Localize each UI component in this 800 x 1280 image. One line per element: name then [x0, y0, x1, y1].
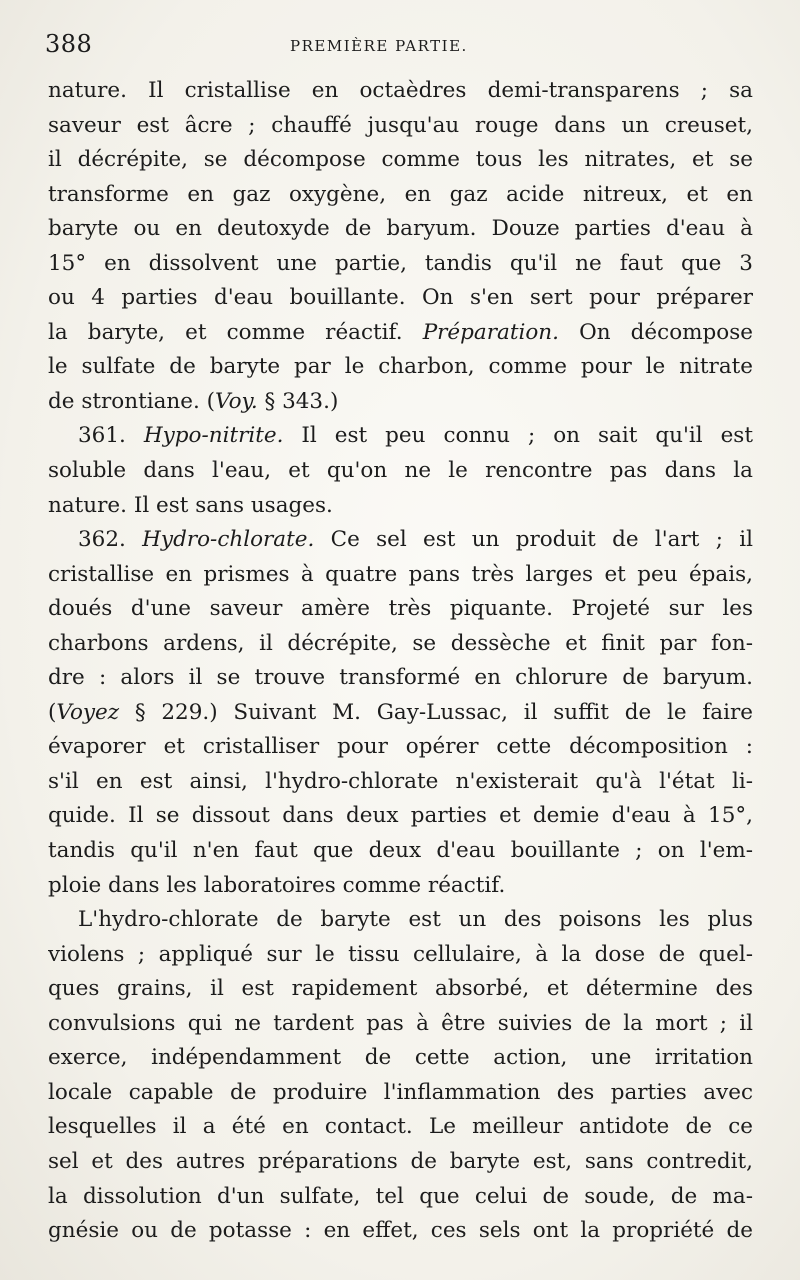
text-line	[48, 903, 753, 938]
line-text: (	[48, 699, 57, 725]
line-text: L'hydro-chlorate de baryte est un des poisons les plus	[78, 907, 753, 933]
text-line	[48, 178, 753, 213]
line-text: nature. Il est sans usages.	[48, 492, 333, 518]
line-text-continued: § 229.) Suivant M. Gay-Lussac, il suffit de le faire	[119, 699, 753, 725]
text-line	[48, 316, 753, 351]
line-text: exerce, indépendamment de cette action, une irritation	[48, 1045, 753, 1071]
line-text: 361.	[78, 423, 144, 449]
line-text: locale capable de produire l'inflammation des parties avec	[48, 1079, 753, 1105]
line-text: il décrépite, se décompose comme tous les nitrates, et se	[48, 147, 753, 173]
line-text: transforme en gaz oxygène, en gaz acide nitreux, et en	[48, 181, 753, 207]
line-text: sel et des autres préparations de baryte est, sans contredit,	[48, 1148, 753, 1174]
text-line	[48, 730, 753, 765]
line-text: nature. Il cristallise en octaèdres demi-transparens ; sa	[48, 78, 753, 103]
line-text: la dissolution d'un sulfate, tel que celui de soude, de ma-	[48, 1183, 753, 1209]
text-line	[48, 696, 753, 731]
text-line	[48, 281, 753, 316]
line-text-continued: Il est peu connu ; on sait qu'il est	[283, 423, 753, 449]
text-line	[48, 489, 753, 524]
text-line	[48, 385, 753, 420]
line-text: de strontiane. (	[48, 388, 216, 414]
italic-term: Voyez	[56, 699, 120, 725]
line-text-continued: On décompose	[558, 319, 753, 345]
line-text: ploie dans les laboratoires comme réactif.	[48, 872, 506, 898]
line-text: cristallise en prismes à quatre pans très larges et peu épais,	[48, 561, 753, 587]
line-text: la baryte, et comme réactif.	[48, 319, 423, 345]
text-line	[48, 661, 753, 696]
body-text	[48, 74, 753, 1249]
italic-term: Hypo-nitrite.	[143, 423, 284, 449]
line-text: évaporer et cristalliser pour opérer cette décomposition :	[48, 734, 753, 760]
line-text: violens ; appliqué sur le tissu cellulaire, à la dose de quel-	[48, 941, 753, 967]
text-line	[48, 1041, 753, 1076]
text-line	[48, 869, 753, 904]
line-text: soluble dans l'eau, et qu'on ne le rencontre pas dans la	[48, 458, 753, 484]
text-line	[48, 350, 753, 385]
line-text: quide. Il se dissout dans deux parties et demie d'eau à 15°,	[48, 803, 753, 829]
line-text: s'il en est ainsi, l'hydro-chlorate n'existerait qu'à l'état li-	[48, 768, 753, 794]
text-line	[48, 938, 753, 973]
line-text: convulsions qui ne tardent pas à être suivies de la mort ; il	[48, 1010, 753, 1036]
line-text: dre : alors il se trouve transformé en chlorure de baryum.	[48, 665, 753, 691]
line-text: baryte ou en deutoxyde de baryum. Douze parties d'eau à	[48, 216, 753, 242]
page-number: 388	[45, 30, 93, 58]
text-line	[48, 74, 753, 109]
running-title: PREMIÈRE PARTIE.	[290, 37, 468, 55]
italic-term: Voy.	[215, 388, 258, 414]
italic-term: Préparation.	[422, 319, 559, 345]
text-line	[48, 558, 753, 593]
text-line	[48, 1076, 753, 1111]
text-line	[48, 419, 753, 454]
text-line	[48, 1007, 753, 1042]
text-line	[48, 247, 753, 282]
text-line	[48, 1180, 753, 1215]
text-line	[48, 1214, 753, 1249]
running-head	[45, 30, 750, 66]
line-text: charbons ardens, il décrépite, se dessèche et finit par fon-	[48, 630, 753, 656]
text-line	[48, 1110, 753, 1145]
line-text: tandis qu'il n'en faut que deux d'eau bouillante ; on l'em-	[48, 838, 753, 864]
line-text-continued: Ce sel est un produit de l'art ; il	[314, 527, 753, 553]
italic-term: Hydro-chlorate.	[142, 527, 315, 553]
text-line	[48, 212, 753, 247]
line-text: lesquelles il a été en contact. Le meilleur antidote de ce	[48, 1114, 753, 1140]
text-line	[48, 143, 753, 178]
text-line	[48, 109, 753, 144]
text-line	[48, 765, 753, 800]
text-line	[48, 834, 753, 869]
text-line	[48, 972, 753, 1007]
text-line	[48, 454, 753, 489]
text-line	[48, 627, 753, 662]
line-text: saveur est âcre ; chauffé jusqu'au rouge dans un creuset,	[48, 112, 753, 138]
text-line	[48, 523, 753, 558]
line-text: gnésie ou de potasse : en effet, ces sels ont la propriété de	[48, 1218, 753, 1244]
text-line	[48, 1145, 753, 1180]
line-text: ou 4 parties d'eau bouillante. On s'en sert pour préparer	[48, 285, 753, 311]
line-text: doués d'une saveur amère très piquante. Projeté sur les	[48, 596, 753, 622]
text-line	[48, 799, 753, 834]
line-text: 362.	[78, 527, 143, 553]
line-text: le sulfate de baryte par le charbon, comme pour le nitrate	[48, 354, 753, 380]
line-text: ques grains, il est rapidement absorbé, et détermine des	[48, 976, 753, 1002]
line-text: 15° en dissolvent une partie, tandis qu'il ne faut que 3	[48, 250, 753, 276]
line-text-continued: § 343.)	[257, 388, 339, 414]
text-line	[48, 592, 753, 627]
